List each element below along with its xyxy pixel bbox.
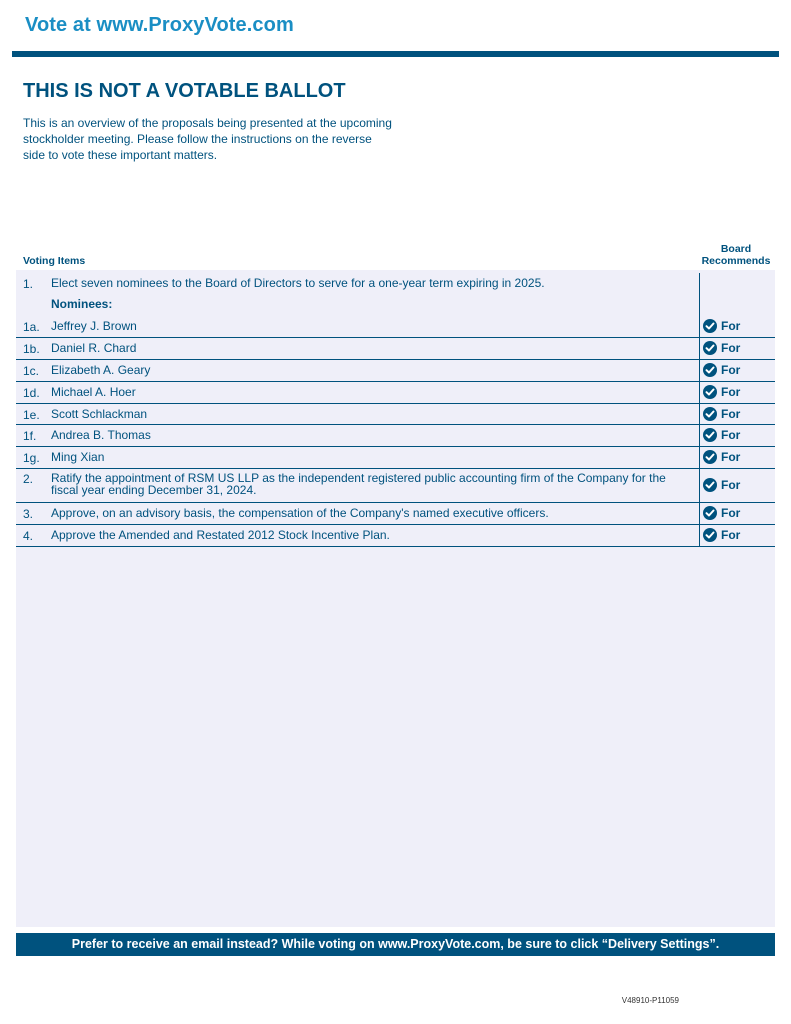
voting-item-number: 1e.: [23, 408, 40, 422]
recommendation-label: For: [721, 341, 741, 355]
voting-item-number: 1f.: [23, 429, 37, 443]
column-header-voting-items: Voting Items: [23, 255, 86, 267]
voting-item-number: 2.: [23, 472, 34, 486]
notice-title: THIS IS NOT A VOTABLE BALLOT: [23, 80, 346, 102]
checkmark-circle-icon: [703, 450, 717, 464]
checkmark-circle-icon: [703, 528, 717, 542]
board-recommendation-cell: [699, 381, 775, 403]
voting-item-number: 4.: [23, 529, 34, 543]
recommendation-label: For: [721, 506, 741, 520]
checkmark-circle-icon: [703, 407, 717, 421]
recommendation-label: For: [721, 407, 741, 421]
voting-item-text: Scott Schlackman: [51, 407, 148, 421]
voting-item-text: Jeffrey J. Brown: [51, 319, 137, 333]
voting-item-text: Ratify the appointment of RSM US LLP as the independent registered public accounting firm of the Company for the fiscal year ending December 31, 2024.: [51, 471, 666, 497]
recommendation-label: For: [721, 528, 741, 542]
voting-item-number: 1.: [23, 277, 34, 291]
recommendation-label: For: [721, 385, 741, 399]
checkmark-circle-icon: [703, 385, 717, 399]
voting-item-text: Approve, on an advisory basis, the compensation of the Company's named executive officers.: [51, 506, 549, 520]
voting-item-row: [16, 359, 775, 382]
voting-item-text: Elect seven nominees to the Board of Directors to serve for a one-year term expiring in 2025.: [51, 276, 545, 290]
voting-item-row: [16, 424, 775, 447]
board-recommendation-cell: [699, 502, 775, 524]
board-recommendation-cell: [699, 446, 775, 468]
voting-item-row: [16, 293, 775, 315]
board-recommendation-cell: [699, 468, 775, 502]
checkmark-circle-icon: [703, 319, 717, 333]
recommendation-label: For: [721, 428, 741, 442]
voting-item-text: Daniel R. Chard: [51, 341, 137, 355]
voting-item-number: 1d.: [23, 386, 40, 400]
voting-item-row: [16, 502, 775, 525]
checkmark-circle-icon: [703, 363, 717, 377]
checkmark-circle-icon: [703, 428, 717, 442]
recommendation-label: For: [721, 363, 741, 377]
board-recommendation-cell: [699, 524, 775, 546]
board-recommendation-cell: [699, 273, 775, 293]
voting-item-row: [16, 315, 775, 338]
recommendation-label: For: [721, 478, 741, 492]
board-recommendation-cell: [699, 424, 775, 446]
document-code: V48910-P11059: [621, 996, 679, 1005]
voting-item-number: 1c.: [23, 364, 40, 378]
board-recommendation-cell: [699, 403, 775, 424]
voting-item-text: Nominees:: [51, 297, 113, 311]
voting-item-text: Michael A. Hoer: [51, 385, 136, 399]
header-rule: [12, 51, 779, 57]
voting-item-row: [16, 337, 775, 360]
voting-item-number: 1a.: [23, 320, 40, 334]
voting-item-text: Approve the Amended and Restated 2012 Stock Incentive Plan.: [51, 528, 390, 542]
header-title[interactable]: Vote at www.ProxyVote.com: [25, 14, 294, 36]
board-recommendation-cell: [699, 337, 775, 359]
checkmark-circle-icon: [703, 478, 717, 492]
column-header-board-recommends: Board Recommends: [701, 243, 771, 267]
voting-item-row: [16, 273, 775, 293]
voting-item-number: 3.: [23, 507, 34, 521]
board-recommendation-cell: [699, 359, 775, 381]
recommendation-label: For: [721, 450, 741, 464]
voting-item-text: Ming Xian: [51, 450, 105, 464]
board-recommendation-cell: [699, 315, 775, 337]
board-recommendation-cell: [699, 293, 775, 315]
voting-item-text: Elizabeth A. Geary: [51, 363, 151, 377]
notice-intro: This is an overview of the proposals being presented at the upcoming stockholder meeting. Please follow the instructions on the reverse side to vote these important matters.: [23, 116, 392, 162]
voting-item-row: [16, 446, 775, 469]
voting-item-text: Andrea B. Thomas: [51, 428, 151, 442]
recommendation-label: For: [721, 319, 741, 333]
voting-item-number: 1g.: [23, 451, 40, 465]
checkmark-circle-icon: [703, 341, 717, 355]
voting-item-row: [16, 403, 775, 425]
checkmark-circle-icon: [703, 506, 717, 520]
voting-item-number: 1b.: [23, 342, 40, 356]
footer-bar: Prefer to receive an email instead? While voting on www.ProxyVote.com, be sure to click “Delivery Settings”.: [16, 933, 775, 956]
voting-item-row: [16, 381, 775, 404]
voting-item-row: [16, 468, 775, 503]
voting-item-row: [16, 524, 775, 547]
